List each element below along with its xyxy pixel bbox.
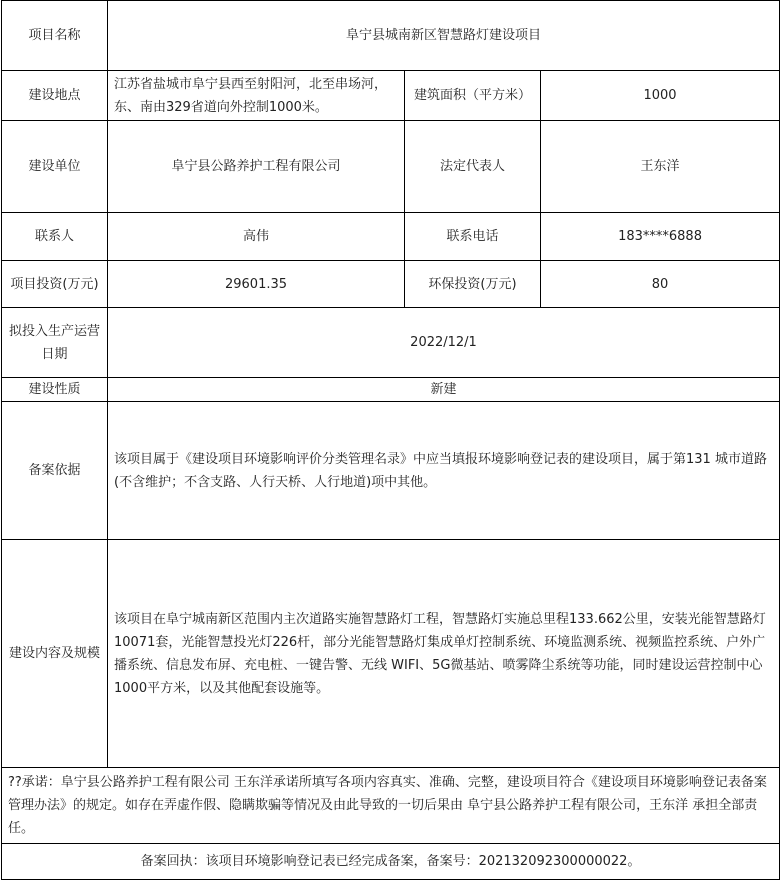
nature-label: 建设性质 <box>2 378 108 402</box>
project-name-value: 阜宁县城南新区智慧路灯建设项目 <box>108 1 780 71</box>
location-value: 江苏省盐城市阜宁县西至射阳河，北至串场河，东、南由329省道向外控制1000米。 <box>108 71 405 121</box>
row-investment <box>2 261 780 308</box>
content-value: 该项目在阜宁城南新区范围内主次道路实施智慧路灯工程，智慧路灯实施总里程133.662公里，安装光能智慧路灯10071套，光能智慧投光灯226杆，部分光能智慧路灯集成单灯控制系统、环境监测系统、视频监控系统、户外广播系统、信息发布屏、充电桩、一键告警、无线 WIFI、5G微基站、喷雾降尘系统等功能，同时建设运营控制中心1000平方米，以及其他配套设施等。 <box>108 540 780 768</box>
operation-date-label: 拟投入生产运营日期 <box>2 308 108 378</box>
row-location <box>2 71 780 121</box>
operation-date-value: 2022/12/1 <box>108 308 780 378</box>
phone-value: 183****6888 <box>541 213 780 261</box>
content-label: 建设内容及规模 <box>2 540 108 768</box>
row-operation-date <box>2 308 780 378</box>
investment-value: 29601.35 <box>108 261 405 308</box>
row-receipt <box>2 844 780 880</box>
floor-area-value: 1000 <box>541 71 780 121</box>
registration-table <box>1 0 780 880</box>
row-contact <box>2 213 780 261</box>
legal-rep-label: 法定代表人 <box>405 121 541 213</box>
basis-label: 备案依据 <box>2 402 108 540</box>
contact-label: 联系人 <box>2 213 108 261</box>
nature-value: 新建 <box>108 378 780 402</box>
row-basis <box>2 402 780 540</box>
receipt-text: 备案回执：该项目环境影响登记表已经完成备案，备案号：202132092300000022。 <box>2 844 780 880</box>
row-nature <box>2 378 780 402</box>
legal-rep-value: 王东洋 <box>541 121 780 213</box>
builder-value: 阜宁县公路养护工程有限公司 <box>108 121 405 213</box>
env-investment-label: 环保投资(万元) <box>405 261 541 308</box>
commitment-text: ??承诺：阜宁县公路养护工程有限公司 王东洋承诺所填写各项内容真实、准确、完整，建设项目符合《建设项目环境影响登记表备案管理办法》的规定。如存在弄虚作假、隐瞒欺骗等情况及由此导致的一切后果由 阜宁县公路养护工程有限公司，王东洋 承担全部责任。 <box>2 768 780 844</box>
location-label: 建设地点 <box>2 71 108 121</box>
phone-label: 联系电话 <box>405 213 541 261</box>
env-investment-value: 80 <box>541 261 780 308</box>
basis-value: 该项目属于《建设项目环境影响评价分类管理名录》中应当填报环境影响登记表的建设项目，属于第131 城市道路(不含维护；不含支路、人行天桥、人行地道)项中其他。 <box>108 402 780 540</box>
investment-label: 项目投资(万元) <box>2 261 108 308</box>
row-commitment <box>2 768 780 844</box>
row-builder <box>2 121 780 213</box>
row-content <box>2 540 780 768</box>
project-name-label: 项目名称 <box>2 1 108 71</box>
builder-label: 建设单位 <box>2 121 108 213</box>
floor-area-label: 建筑面积（平方米） <box>405 71 541 121</box>
contact-value: 高伟 <box>108 213 405 261</box>
row-project-name <box>2 1 780 71</box>
